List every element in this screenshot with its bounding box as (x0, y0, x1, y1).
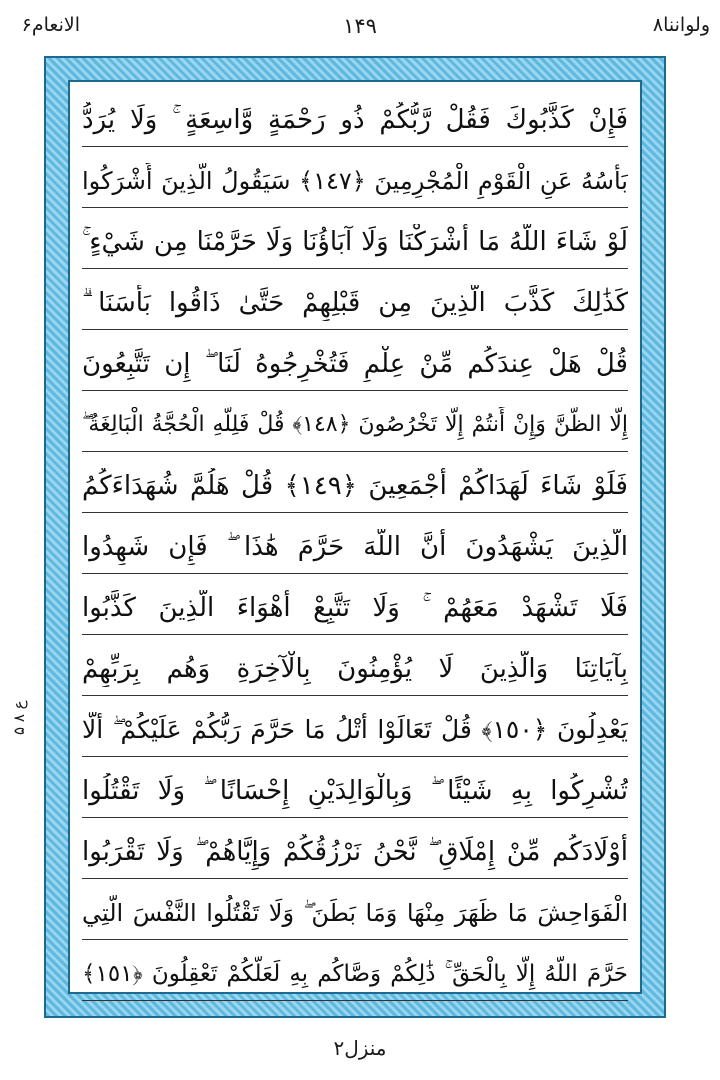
text-line (82, 391, 628, 452)
text-line (82, 330, 628, 391)
verse-text: بِآيَاتِنَا وَالَّذِينَ لَا يُؤْمِنُونَ بِالْآخِرَةِ وَهُم بِرَبِّهِمْ (82, 654, 628, 684)
verse-text: كَذَٰلِكَ كَذَّبَ الَّذِينَ مِن قَبْلِهِمْ حَتَّىٰ ذَاقُوا بَأْسَنَا ۗ (82, 288, 628, 318)
manzil-label: منزل۲ (333, 1036, 387, 1060)
page-number: ۱۴۹ (343, 14, 377, 38)
text-line (82, 86, 628, 147)
verse-text: حَرَّمَ اللَّهُ إِلَّا بِالْحَقِّ ۚ ذَٰلِكُمْ وَصَّاكُم بِهِ لَعَلَّكُمْ تَعْقِلُونَ ﴿١٥١﴾ (82, 961, 628, 987)
text-line (82, 574, 628, 635)
verse-text: لَوْ شَاءَ اللَّهُ مَا أَشْرَكْنَا وَلَا آبَاؤُنَا وَلَا حَرَّمْنَا مِن شَيْءٍ ۚ (82, 227, 628, 257)
text-panel (68, 80, 642, 994)
verse-text: الَّذِينَ يَشْهَدُونَ أَنَّ اللَّهَ حَرَّمَ هَٰذَا ۖ فَإِن شَهِدُوا (82, 532, 628, 562)
verse-text: بَأْسُهُ عَنِ الْقَوْمِ الْمُجْرِمِينَ ﴿١٤٧﴾ سَيَقُولُ الَّذِينَ أَشْرَكُوا (82, 167, 628, 195)
verse-text: يَعْدِلُونَ ﴿١٥٠﴾ قُلْ تَعَالَوْا أَتْلُ مَا حَرَّمَ رَبُّكُمْ عَلَيْكُمْ ۖ أَلَّا (82, 715, 628, 744)
page-header (0, 0, 720, 48)
verse-text: فَلَا تَشْهَدْ مَعَهُمْ ۚ وَلَا تَتَّبِعْ أَهْوَاءَ الَّذِينَ كَذَّبُوا (82, 593, 628, 623)
text-line (82, 513, 628, 574)
verse-text: الْفَوَاحِشَ مَا ظَهَرَ مِنْهَا وَمَا بَطَنَ ۖ وَلَا تَقْتُلُوا النَّفْسَ الَّتِي (82, 899, 628, 927)
text-line (82, 269, 628, 330)
surah-name: الانعام۶ (21, 14, 80, 36)
text-line (82, 635, 628, 696)
ornamental-border (44, 56, 666, 1018)
text-line (82, 208, 628, 269)
text-line (82, 940, 628, 1001)
verse-text: أَوْلَادَكُم مِّنْ إِمْلَاقٍ ۖ نَّحْنُ نَرْزُقُكُمْ وَإِيَّاهُمْ ۖ وَلَا تَقْرَبُوا (82, 837, 628, 867)
verse-text: فَإِنْ كَذَّبُوكَ فَقُلْ رَّبُّكُمْ ذُو رَحْمَةٍ وَّاسِعَةٍ ۚ وَلَا يُرَدُّ (82, 105, 628, 135)
text-line (82, 818, 628, 879)
juz-name: ولواننا۸ (652, 14, 710, 36)
verse-text: فَلَوْ شَاءَ لَهَدَاكُمْ أَجْمَعِينَ ﴿١٤٩﴾ قُلْ هَلُمَّ شُهَدَاءَكُمُ (82, 471, 628, 501)
verse-text: تُشْرِكُوا بِهِ شَيْئًا ۖ وَبِالْوَالِدَيْنِ إِحْسَانًا ۖ وَلَا تَقْتُلُوا (82, 776, 628, 806)
text-line (82, 147, 628, 208)
verse-text: إِلَّا الظَّنَّ وَإِنْ أَنتُمْ إِلَّا تَخْرُصُونَ ﴿١٤٨﴾ قُلْ فَلِلَّهِ الْحُجَّةُ الْبَالِغَةُ ۖ (82, 412, 628, 437)
text-line (82, 452, 628, 513)
text-line (82, 879, 628, 940)
verse-text: قُلْ هَلْ عِندَكُم مِّنْ عِلْمٍ فَتُخْرِجُوهُ لَنَا ۖ إِن تَتَّبِعُونَ (82, 349, 628, 379)
text-line (82, 757, 628, 818)
ruku-marker: ع ۸ ۵ (10, 700, 28, 736)
text-line (82, 696, 628, 757)
